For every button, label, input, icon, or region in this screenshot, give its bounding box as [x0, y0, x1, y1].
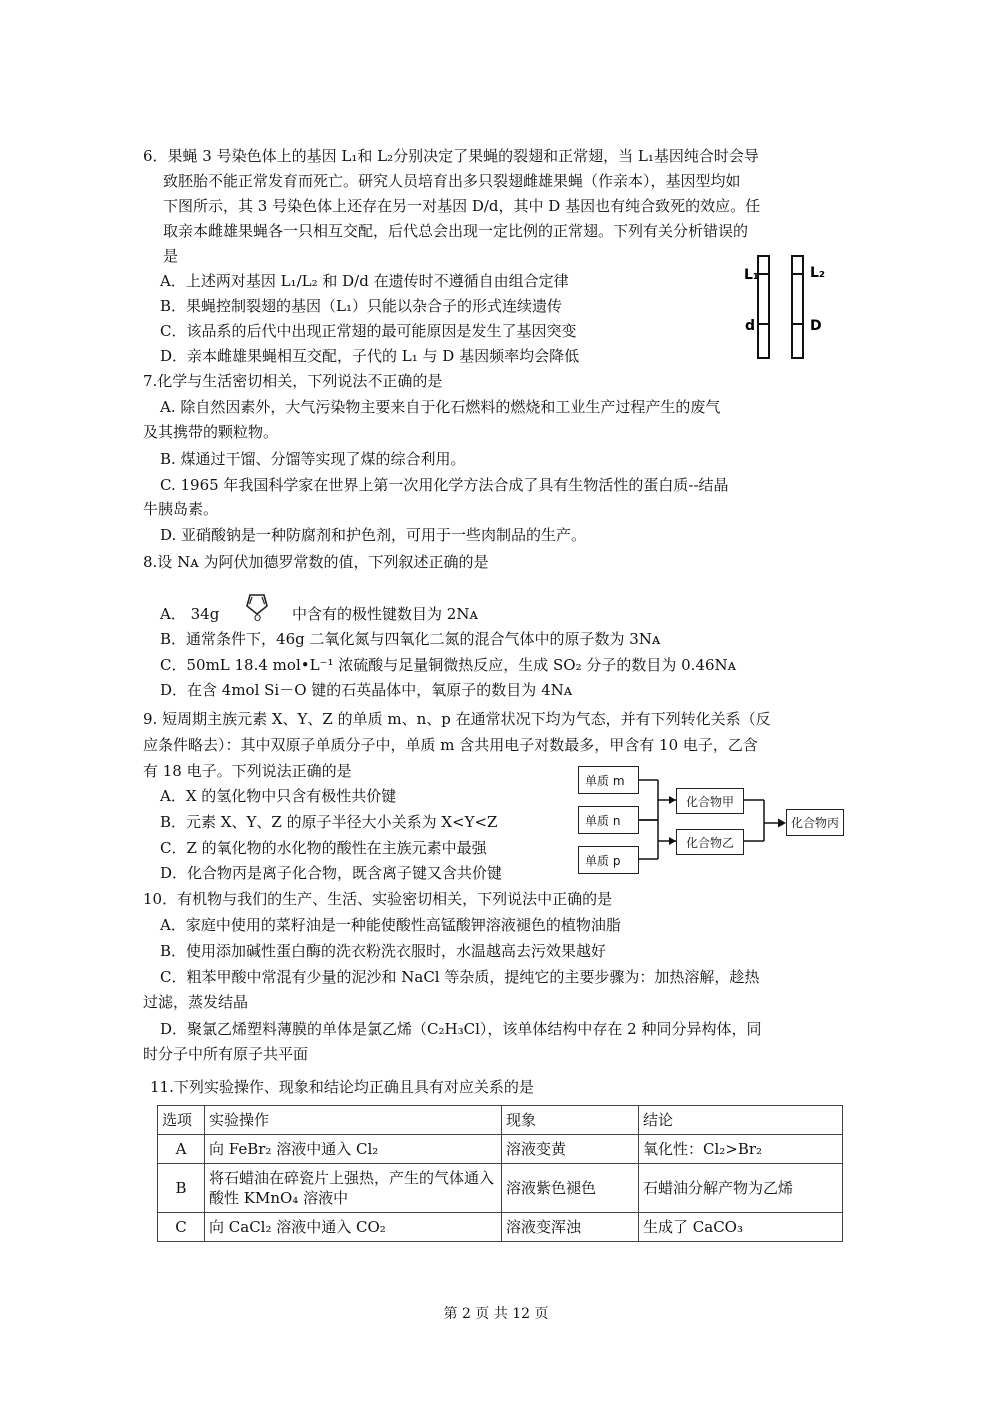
q10-option-c: C．粗苯甲酸中常混有少量的泥沙和 NaCl 等杂质，提纯它的主要步骤为：加热溶解，趁热 — [160, 968, 760, 986]
row-phenomenon: 溶液变黄 — [502, 1135, 639, 1164]
compound-yi-box: 化合物乙 — [676, 829, 744, 855]
q7-option-b: B. 煤通过干馏、分馏等实现了煤的综合利用。 — [160, 450, 466, 468]
q8-option-b: B．通常条件下，46g 二氧化氮与四氧化二氮的混合气体中的原子数为 3Nᴀ — [160, 630, 661, 648]
q10-option-d: D．聚氯乙烯塑料薄膜的单体是氯乙烯（C₂H₃Cl），该单体结构中存在 2 种同分异构体，同 — [160, 1020, 762, 1038]
q11-stem: 11.下列实验操作、现象和结论均正确且具有对应关系的是 — [150, 1078, 534, 1096]
q9-stem-line-2: 应条件略去）：其中双原子单质分子中，单质 m 含共用电子对数最多，甲含有 10 电子，乙含 — [143, 736, 758, 754]
q7-option-c-cont: 牛胰岛素。 — [143, 500, 219, 518]
table-row — [158, 1164, 843, 1213]
table-row — [158, 1213, 843, 1242]
header-option: 选项 — [158, 1106, 205, 1135]
furan-structure-icon — [240, 588, 274, 622]
q9-option-b: B．元素 X、Y、Z 的原子半径大小关系为 X<Y<Z — [160, 813, 498, 831]
q7-option-a: A. 除自然因素外，大气污染物主要来自于化石燃料的燃烧和工业生产过程产生的废气 — [160, 398, 721, 416]
element-p-box: 单质 p — [578, 846, 639, 874]
row-phenomenon: 溶液变浑浊 — [502, 1213, 639, 1242]
table-row — [158, 1135, 843, 1164]
gene-label-l1: L₁ — [744, 267, 760, 283]
q7-option-a-cont: 及其携带的颗粒物。 — [143, 423, 279, 441]
q6-stem-line-3: 下图所示，其 3 号染色体上还存在另一对基因 D/d，其中 D 基因也有纯合致死的效应。任 — [163, 197, 761, 215]
row-option: C — [158, 1213, 205, 1242]
chromosome-figure — [740, 252, 830, 364]
q6-option-c: C．该品系的后代中出现正常翅的最可能原因是发生了基因突变 — [160, 322, 577, 340]
experiment-table — [157, 1105, 843, 1242]
row-conclusion: 氧化性：Cl₂>Br₂ — [639, 1135, 843, 1164]
q10-stem: 10．有机物与我们的生产、生活、实验密切相关，下列说法中正确的是 — [143, 890, 613, 908]
q8-option-a-text: 中含有的极性键数目为 2Nᴀ — [292, 605, 478, 623]
compound-jia-box: 化合物甲 — [676, 788, 744, 814]
element-n-box: 单质 n — [578, 806, 639, 834]
q6-stem-line-2: 致胚胎不能正常发育而死亡。研究人员培育出多只裂翅雌雄果蝇（作亲本），基因型均如 — [163, 172, 741, 190]
q6-stem-line-1: 6．果蝇 3 号染色体上的基因 L₁和 L₂分别决定了果蝇的裂翅和正常翅，当 L₁基因纯合时会导 — [143, 147, 759, 165]
q6-stem-line-4: 取亲本雌雄果蝇各一只相互交配，后代总会出现一定比例的正常翅。下列有关分析错误的 — [163, 222, 749, 240]
row-option: A — [158, 1135, 205, 1164]
q10-option-c-cont: 过滤，蒸发结晶 — [143, 993, 249, 1011]
q9-option-c: C．Z 的氧化物的水化物的酸性在主族元素中最强 — [160, 839, 487, 857]
q9-stem-line-1: 9. 短周期主族元素 X、Y、Z 的单质 m、n、p 在通常状况下均为气态，并有下列转化关系（反 — [143, 710, 771, 728]
table-header-row — [158, 1106, 843, 1135]
q8-option-a-prefix: A． 34g — [160, 605, 220, 623]
q7-option-c: C. 1965 年我国科学家在世界上第一次用化学方法合成了具有生物活性的蛋白质--结晶 — [160, 476, 729, 494]
header-phenomenon: 现象 — [502, 1106, 639, 1135]
row-operation: 向 CaCl₂ 溶液中通入 CO₂ — [205, 1213, 502, 1242]
row-operation: 向 FeBr₂ 溶液中通入 Cl₂ — [205, 1135, 502, 1164]
row-conclusion: 石蜡油分解产物为乙烯 — [639, 1164, 843, 1213]
q7-stem: 7.化学与生活密切相关，下列说法不正确的是 — [143, 372, 443, 390]
compound-bing-box: 化合物丙 — [786, 809, 844, 836]
gene-label-d-lower: d — [745, 318, 756, 334]
q6-option-a: A．上述两对基因 L₁/L₂ 和 D/d 在遗传时不遵循自由组合定律 — [160, 272, 569, 290]
q6-option-d: D．亲本雌雄果蝇相互交配，子代的 L₁ 与 D 基因频率均会降低 — [160, 347, 580, 365]
q10-option-a: A．家庭中使用的菜籽油是一种能使酸性高锰酸钾溶液褪色的植物油脂 — [160, 916, 621, 934]
q9-stem-line-3: 有 18 电子。下列说法正确的是 — [143, 762, 352, 780]
row-option: B — [158, 1164, 205, 1213]
q8-stem: 8.设 Nᴀ 为阿伏加德罗常数的值，下列叙述正确的是 — [143, 553, 489, 571]
q6-stem-line-5: 是 — [163, 247, 179, 265]
element-m-box: 单质 m — [578, 766, 639, 794]
q10-option-b: B．使用添加碱性蛋白酶的洗衣粉洗衣服时，水温越高去污效果越好 — [160, 942, 607, 960]
header-operation: 实验操作 — [205, 1106, 502, 1135]
row-operation: 将石蜡油在碎瓷片上强热，产生的气体通入酸性 KMnO₄ 溶液中 — [205, 1164, 502, 1213]
row-conclusion: 生成了 CaCO₃ — [639, 1213, 843, 1242]
svg-text:O: O — [254, 614, 262, 622]
row-phenomenon: 溶液紫色褪色 — [502, 1164, 639, 1213]
q8-option-c: C．50mL 18.4 mol•L⁻¹ 浓硫酸与足量铜微热反应，生成 SO₂ 分子的数目为 0.46Nᴀ — [160, 656, 737, 674]
page-footer: 第 2 页 共 12 页 — [443, 1306, 549, 1322]
q9-option-a: A．X 的氢化物中只含有极性共价键 — [160, 787, 397, 805]
gene-label-l2: L₂ — [810, 265, 826, 281]
q6-option-b: B．果蝇控制裂翅的基因（L₁）只能以杂合子的形式连续遗传 — [160, 297, 562, 315]
q7-option-d: D. 亚硝酸钠是一种防腐剂和护色剂，可用于一些肉制品的生产。 — [160, 526, 587, 544]
header-conclusion: 结论 — [639, 1106, 843, 1135]
q8-option-d: D．在含 4mol Si－O 键的石英晶体中，氧原子的数目为 4Nᴀ — [160, 681, 573, 699]
gene-label-d-upper: D — [810, 318, 822, 334]
q9-option-d: D．化合物丙是离子化合物，既含离子键又含共价键 — [160, 864, 503, 882]
q10-option-d-cont: 时分子中所有原子共平面 — [143, 1045, 309, 1063]
